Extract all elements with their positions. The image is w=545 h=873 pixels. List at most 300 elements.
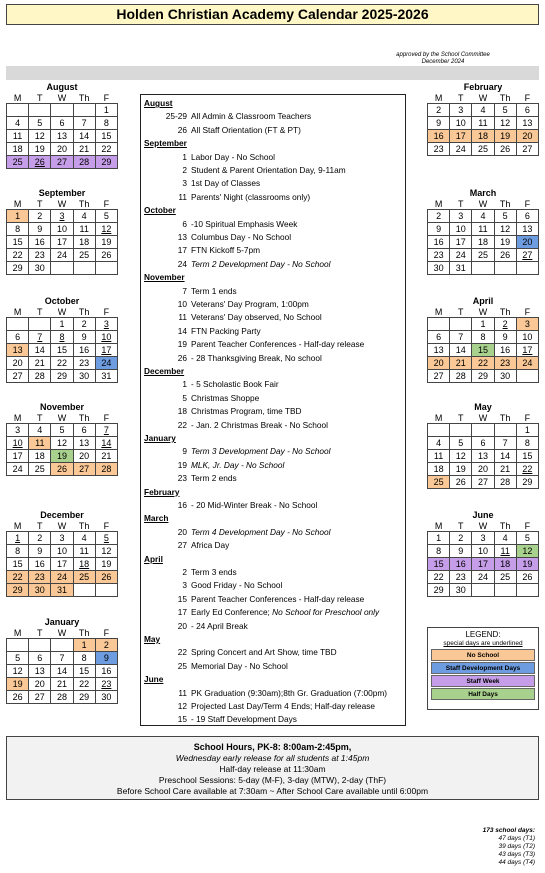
- day-cell: 28: [494, 476, 516, 489]
- weekday-header: W: [57, 307, 67, 317]
- day-cell: 18: [7, 143, 29, 156]
- event-row: [143, 445, 405, 458]
- day-cell: 1: [472, 318, 494, 331]
- weekday-header: T: [458, 93, 464, 103]
- day-cell: [29, 104, 51, 117]
- event-date: 6: [182, 218, 187, 229]
- event-text: - 20 Mid-Winter Break - No School: [191, 500, 318, 510]
- weekday-header: W: [57, 413, 67, 423]
- legend: [427, 627, 539, 710]
- weekday-header: M: [13, 93, 22, 103]
- day-cell: 13: [428, 344, 450, 357]
- day-cell: 15: [428, 558, 450, 571]
- half-day-release: Half-day release at 11:30am: [219, 764, 326, 774]
- calendar-title: Holden Christian Academy Calendar 2025-2026: [6, 4, 539, 25]
- day-cell: 20: [29, 678, 51, 691]
- day-cell: 15: [516, 450, 538, 463]
- day-cell: 3: [7, 424, 29, 437]
- day-cell: 9: [73, 331, 95, 344]
- day-cell: 6: [51, 117, 73, 130]
- day-cell: 17: [450, 236, 472, 249]
- day-cell: 21: [73, 143, 95, 156]
- day-cell: 29: [95, 156, 117, 169]
- event-text: Term 1 ends: [191, 285, 237, 296]
- day-cell: 27: [472, 476, 494, 489]
- event-text: Projected Last Day/Term 4 Ends; Half-day release: [191, 701, 375, 711]
- event-date: 20: [177, 526, 187, 537]
- day-cell: 9: [95, 652, 117, 665]
- day-cell: 10: [450, 223, 472, 236]
- day-cell: 17: [95, 344, 117, 357]
- day-cell: 26: [516, 571, 538, 584]
- event-text: Term 2 Development Day - No School: [191, 258, 331, 269]
- event-row: [143, 285, 405, 298]
- day-cell: 28: [51, 691, 73, 704]
- event-row: [143, 419, 405, 432]
- day-cell: 20: [472, 463, 494, 476]
- event-row: [143, 526, 405, 539]
- day-cell: [29, 639, 51, 652]
- header-divider: [6, 66, 539, 80]
- day-cell: 24: [51, 571, 73, 584]
- event-row: [143, 151, 405, 164]
- school-days-total: 173 school days:: [482, 827, 535, 834]
- event-date: 11: [178, 312, 187, 323]
- day-cell: 30: [29, 584, 51, 597]
- weekday-header: T: [37, 199, 43, 209]
- weekday-header: F: [103, 628, 110, 638]
- day-cell: 24: [7, 463, 29, 476]
- school-days-t4: 44 days (T4): [498, 859, 535, 866]
- day-cell: 1: [7, 532, 29, 545]
- weekday-header: W: [57, 199, 67, 209]
- day-cell: 27: [73, 463, 95, 476]
- day-cell: 23: [450, 571, 472, 584]
- event-date: 2: [182, 567, 187, 577]
- day-cell: 14: [450, 344, 472, 357]
- month-name: November: [39, 402, 84, 412]
- day-cell: 3: [51, 532, 73, 545]
- day-cell: 12: [95, 223, 117, 236]
- day-cell: 11: [7, 130, 29, 143]
- day-cell: 30: [95, 691, 117, 704]
- event-date: 23: [177, 473, 187, 484]
- day-cell: 9: [428, 117, 450, 130]
- day-cell: [7, 104, 29, 117]
- day-cell: [494, 584, 516, 597]
- day-cell: 22: [472, 357, 494, 370]
- weekday-header: W: [57, 93, 67, 103]
- event-date: 25-29: [165, 111, 187, 122]
- day-cell: 14: [95, 437, 117, 450]
- weekday-header: F: [524, 307, 531, 317]
- day-cell: 29: [73, 691, 95, 704]
- day-cell: 8: [428, 545, 450, 558]
- weekday-header: F: [524, 413, 531, 423]
- month-name: May: [474, 402, 492, 412]
- event-date: 25: [177, 660, 187, 671]
- early-release: Wednesday early release for all students at 1:45pm: [175, 753, 370, 763]
- day-cell: 10: [51, 223, 73, 236]
- legend-half-days: Half Days: [431, 688, 535, 700]
- day-cell: 3: [472, 532, 494, 545]
- weekday-header: M: [13, 413, 22, 423]
- event-row: [143, 405, 405, 418]
- day-cell: 6: [516, 210, 538, 223]
- event-date: 19: [177, 459, 187, 470]
- day-cell: [472, 262, 494, 275]
- event-month-header: September: [144, 138, 187, 149]
- month-march: [427, 188, 539, 275]
- event-date: 15: [177, 593, 187, 604]
- day-cell: 15: [7, 558, 29, 571]
- day-cell: 19: [29, 143, 51, 156]
- day-cell: 9: [450, 545, 472, 558]
- day-cell: 30: [428, 262, 450, 275]
- event-date: 24: [177, 258, 187, 269]
- weekday-header: Th: [499, 199, 511, 209]
- day-cell: 28: [73, 156, 95, 169]
- weekday-header: W: [57, 628, 67, 638]
- day-cell: 30: [73, 370, 95, 383]
- day-cell: 7: [51, 652, 73, 665]
- day-cell: 9: [29, 223, 51, 236]
- day-cell: 4: [428, 437, 450, 450]
- day-cell: 31: [95, 370, 117, 383]
- day-cell: 9: [428, 223, 450, 236]
- event-text: Student & Parent Orientation Day, 9-11am: [191, 165, 346, 175]
- month-august: [6, 82, 118, 169]
- day-cell: 6: [516, 104, 538, 117]
- day-cell: 12: [494, 223, 516, 236]
- day-cell: 16: [95, 665, 117, 678]
- day-cell: 3: [51, 210, 73, 223]
- day-cell: 21: [95, 450, 117, 463]
- weekday-header: Th: [499, 413, 511, 423]
- event-row: [143, 258, 405, 271]
- event-text: Columbus Day - No School: [191, 232, 292, 242]
- event-row: [143, 499, 405, 512]
- weekday-header: F: [524, 521, 531, 531]
- event-text: Term 3 Development Day - No School: [191, 446, 331, 457]
- event-row: [143, 164, 405, 177]
- day-cell: 22: [73, 678, 95, 691]
- day-cell: 1: [51, 318, 73, 331]
- event-text: All Staff Orientation (FT & PT): [191, 124, 301, 135]
- school-days-t2: 39 days (T2): [498, 843, 535, 850]
- event-text: Parent Teacher Conferences - Half-day release: [191, 339, 365, 350]
- school-days-summary: [445, 827, 535, 867]
- day-cell: 27: [428, 370, 450, 383]
- day-cell: 2: [428, 104, 450, 117]
- day-cell: 10: [516, 331, 538, 344]
- day-cell: 10: [95, 331, 117, 344]
- event-date: 10: [177, 299, 187, 309]
- day-cell: [51, 262, 73, 275]
- event-row: [143, 177, 405, 190]
- event-text: - Jan. 2 Christmas Break - No School: [191, 419, 328, 430]
- event-row: [143, 472, 405, 485]
- day-cell: 18: [73, 236, 95, 249]
- day-cell: 5: [95, 532, 117, 545]
- event-note: No School for Preschool only: [272, 607, 380, 618]
- month-november: [6, 402, 118, 476]
- weekday-header: F: [103, 521, 110, 531]
- event-date: 11: [178, 191, 187, 202]
- event-row: [143, 593, 405, 606]
- day-cell: 24: [450, 143, 472, 156]
- day-cell: [7, 318, 29, 331]
- event-date: 2: [182, 165, 187, 175]
- event-date: 12: [177, 701, 187, 711]
- day-cell: 22: [516, 463, 538, 476]
- day-cell: 1: [95, 104, 117, 117]
- day-cell: 25: [73, 571, 95, 584]
- day-cell: 16: [73, 344, 95, 357]
- legend-no-school: No School: [431, 649, 535, 661]
- weekday-header: Th: [499, 521, 511, 531]
- day-cell: 5: [450, 437, 472, 450]
- day-cell: 13: [516, 117, 538, 130]
- day-cell: [29, 318, 51, 331]
- day-cell: 13: [29, 665, 51, 678]
- day-cell: 6: [428, 331, 450, 344]
- day-cell: [494, 262, 516, 275]
- day-cell: 10: [51, 545, 73, 558]
- legend-staff-development: Staff Development Days: [431, 662, 535, 674]
- day-cell: 19: [450, 463, 472, 476]
- day-cell: [51, 104, 73, 117]
- weekday-header: M: [13, 307, 22, 317]
- weekday-header: W: [478, 521, 488, 531]
- event-row: [143, 298, 405, 311]
- day-cell: 26: [29, 156, 51, 169]
- day-cell: 15: [95, 130, 117, 143]
- event-row: [143, 110, 405, 123]
- day-cell: 19: [7, 678, 29, 691]
- event-date: 7: [182, 285, 187, 296]
- weekday-header: F: [103, 413, 110, 423]
- event-row: [143, 606, 405, 619]
- weekday-header: M: [13, 521, 22, 531]
- day-cell: 27: [7, 370, 29, 383]
- day-cell: 22: [95, 143, 117, 156]
- day-cell: 19: [51, 450, 73, 463]
- event-date: 17: [177, 607, 187, 618]
- weekday-header: F: [524, 93, 531, 103]
- month-september: [6, 188, 118, 275]
- day-cell: 22: [7, 249, 29, 262]
- event-date: 26: [177, 124, 187, 135]
- day-cell: [95, 584, 117, 597]
- day-cell: 23: [95, 678, 117, 691]
- day-cell: 10: [7, 437, 29, 450]
- day-cell: 28: [29, 370, 51, 383]
- day-cell: 18: [472, 236, 494, 249]
- day-cell: 27: [516, 249, 538, 262]
- day-cell: 14: [73, 130, 95, 143]
- day-cell: 20: [428, 357, 450, 370]
- day-cell: 4: [472, 104, 494, 117]
- day-cell: 14: [494, 450, 516, 463]
- weekday-header: M: [434, 307, 443, 317]
- day-cell: 31: [51, 584, 73, 597]
- event-row: [143, 687, 405, 700]
- day-cell: 30: [29, 262, 51, 275]
- event-row: [143, 713, 405, 726]
- day-cell: 19: [95, 558, 117, 571]
- event-date: 5: [182, 392, 187, 403]
- month-december: [6, 510, 118, 597]
- day-cell: [450, 424, 472, 437]
- event-date: 17: [177, 245, 187, 256]
- day-cell: 30: [450, 584, 472, 597]
- preschool-sessions: Preschool Sessions: 5-day (M-F), 3-day (MTW), 2-day (ThF): [158, 775, 387, 785]
- day-cell: 5: [494, 104, 516, 117]
- weekday-header: T: [37, 413, 43, 423]
- event-row: [143, 124, 405, 137]
- day-cell: 5: [29, 117, 51, 130]
- day-cell: 11: [494, 545, 516, 558]
- legend-title: LEGEND:: [465, 630, 501, 639]
- weekday-header: W: [478, 93, 488, 103]
- day-cell: 23: [73, 357, 95, 370]
- weekday-header: W: [478, 307, 488, 317]
- day-cell: 26: [494, 143, 516, 156]
- day-cell: 10: [472, 545, 494, 558]
- day-cell: 5: [95, 210, 117, 223]
- event-month-header: June: [144, 674, 164, 685]
- day-cell: 16: [29, 558, 51, 571]
- day-cell: 12: [450, 450, 472, 463]
- weekday-header: T: [37, 628, 43, 638]
- event-month-header: October: [144, 205, 176, 216]
- day-cell: 6: [7, 331, 29, 344]
- weekday-header: M: [434, 199, 443, 209]
- day-cell: 5: [51, 424, 73, 437]
- day-cell: 19: [494, 130, 516, 143]
- day-cell: 16: [29, 236, 51, 249]
- day-cell: 22: [51, 357, 73, 370]
- day-cell: 3: [450, 210, 472, 223]
- event-month-header: November: [144, 272, 185, 283]
- day-cell: 23: [29, 249, 51, 262]
- day-cell: [516, 262, 538, 275]
- day-cell: 18: [428, 463, 450, 476]
- month-name: August: [46, 82, 78, 92]
- event-text: - 5 Scholastic Book Fair: [191, 379, 279, 390]
- weekday-header: F: [103, 307, 110, 317]
- day-cell: 16: [428, 236, 450, 249]
- event-row: [143, 191, 405, 204]
- event-text: Christmas Program, time TBD: [191, 406, 302, 417]
- day-cell: 2: [73, 318, 95, 331]
- day-cell: 26: [494, 249, 516, 262]
- event-text: 1st Day of Classes: [191, 178, 261, 189]
- day-cell: 8: [516, 437, 538, 450]
- school-hours-box: [6, 736, 539, 800]
- day-cell: 27: [51, 156, 73, 169]
- event-row: [143, 646, 405, 659]
- school-care: Before School Care available at 7:30am ~ After School Care available until 6:00pm: [116, 786, 429, 796]
- approval-date: December 2024: [421, 59, 465, 65]
- day-cell: 23: [428, 249, 450, 262]
- day-cell: 6: [472, 437, 494, 450]
- day-cell: 5: [516, 532, 538, 545]
- weekday-header: T: [458, 307, 464, 317]
- event-date: 3: [182, 178, 187, 189]
- day-cell: 11: [428, 450, 450, 463]
- month-name: February: [463, 82, 503, 92]
- event-month-header: March: [144, 513, 169, 524]
- day-cell: 29: [516, 476, 538, 489]
- weekday-header: W: [57, 521, 67, 531]
- event-row: [143, 620, 405, 633]
- day-cell: 7: [29, 331, 51, 344]
- month-name: June: [472, 510, 494, 520]
- day-cell: 8: [95, 117, 117, 130]
- day-cell: 8: [7, 223, 29, 236]
- day-cell: 18: [29, 450, 51, 463]
- day-cell: 29: [472, 370, 494, 383]
- event-row: [143, 378, 405, 391]
- weekday-header: M: [434, 521, 443, 531]
- day-cell: 13: [7, 344, 29, 357]
- event-date: 18: [177, 406, 187, 417]
- day-cell: 29: [428, 584, 450, 597]
- day-cell: 4: [29, 424, 51, 437]
- month-name: April: [472, 296, 494, 306]
- event-date: 16: [177, 500, 187, 510]
- approval-line: approved by the School Committee: [396, 52, 490, 58]
- day-cell: 10: [450, 117, 472, 130]
- event-text: PK Graduation (9:30am);8th Gr. Graduation (7:00pm): [191, 687, 387, 698]
- event-date: 9: [182, 446, 187, 457]
- event-date: 1: [182, 379, 187, 390]
- day-cell: 12: [29, 130, 51, 143]
- day-cell: 26: [95, 249, 117, 262]
- day-cell: 2: [29, 210, 51, 223]
- weekday-header: M: [13, 628, 22, 638]
- day-cell: [95, 262, 117, 275]
- month-june: [427, 510, 539, 597]
- day-cell: 20: [7, 357, 29, 370]
- month-april: [427, 296, 539, 383]
- day-cell: 26: [450, 476, 472, 489]
- weekday-header: M: [434, 413, 443, 423]
- day-cell: 12: [7, 665, 29, 678]
- event-row: [143, 539, 405, 552]
- day-cell: 5: [7, 652, 29, 665]
- day-cell: 24: [516, 357, 538, 370]
- day-cell: 1: [428, 532, 450, 545]
- month-name: March: [469, 188, 497, 198]
- day-cell: 25: [29, 463, 51, 476]
- day-cell: 21: [29, 357, 51, 370]
- weekday-header: M: [13, 199, 22, 209]
- day-cell: [450, 318, 472, 331]
- event-row: [143, 325, 405, 338]
- weekday-header: M: [434, 93, 443, 103]
- day-cell: 2: [450, 532, 472, 545]
- event-date: 14: [177, 325, 187, 336]
- weekday-header: Th: [78, 628, 90, 638]
- day-cell: 7: [95, 424, 117, 437]
- day-cell: 16: [450, 558, 472, 571]
- event-row: [143, 244, 405, 257]
- month-may: [427, 402, 539, 489]
- day-cell: 24: [472, 571, 494, 584]
